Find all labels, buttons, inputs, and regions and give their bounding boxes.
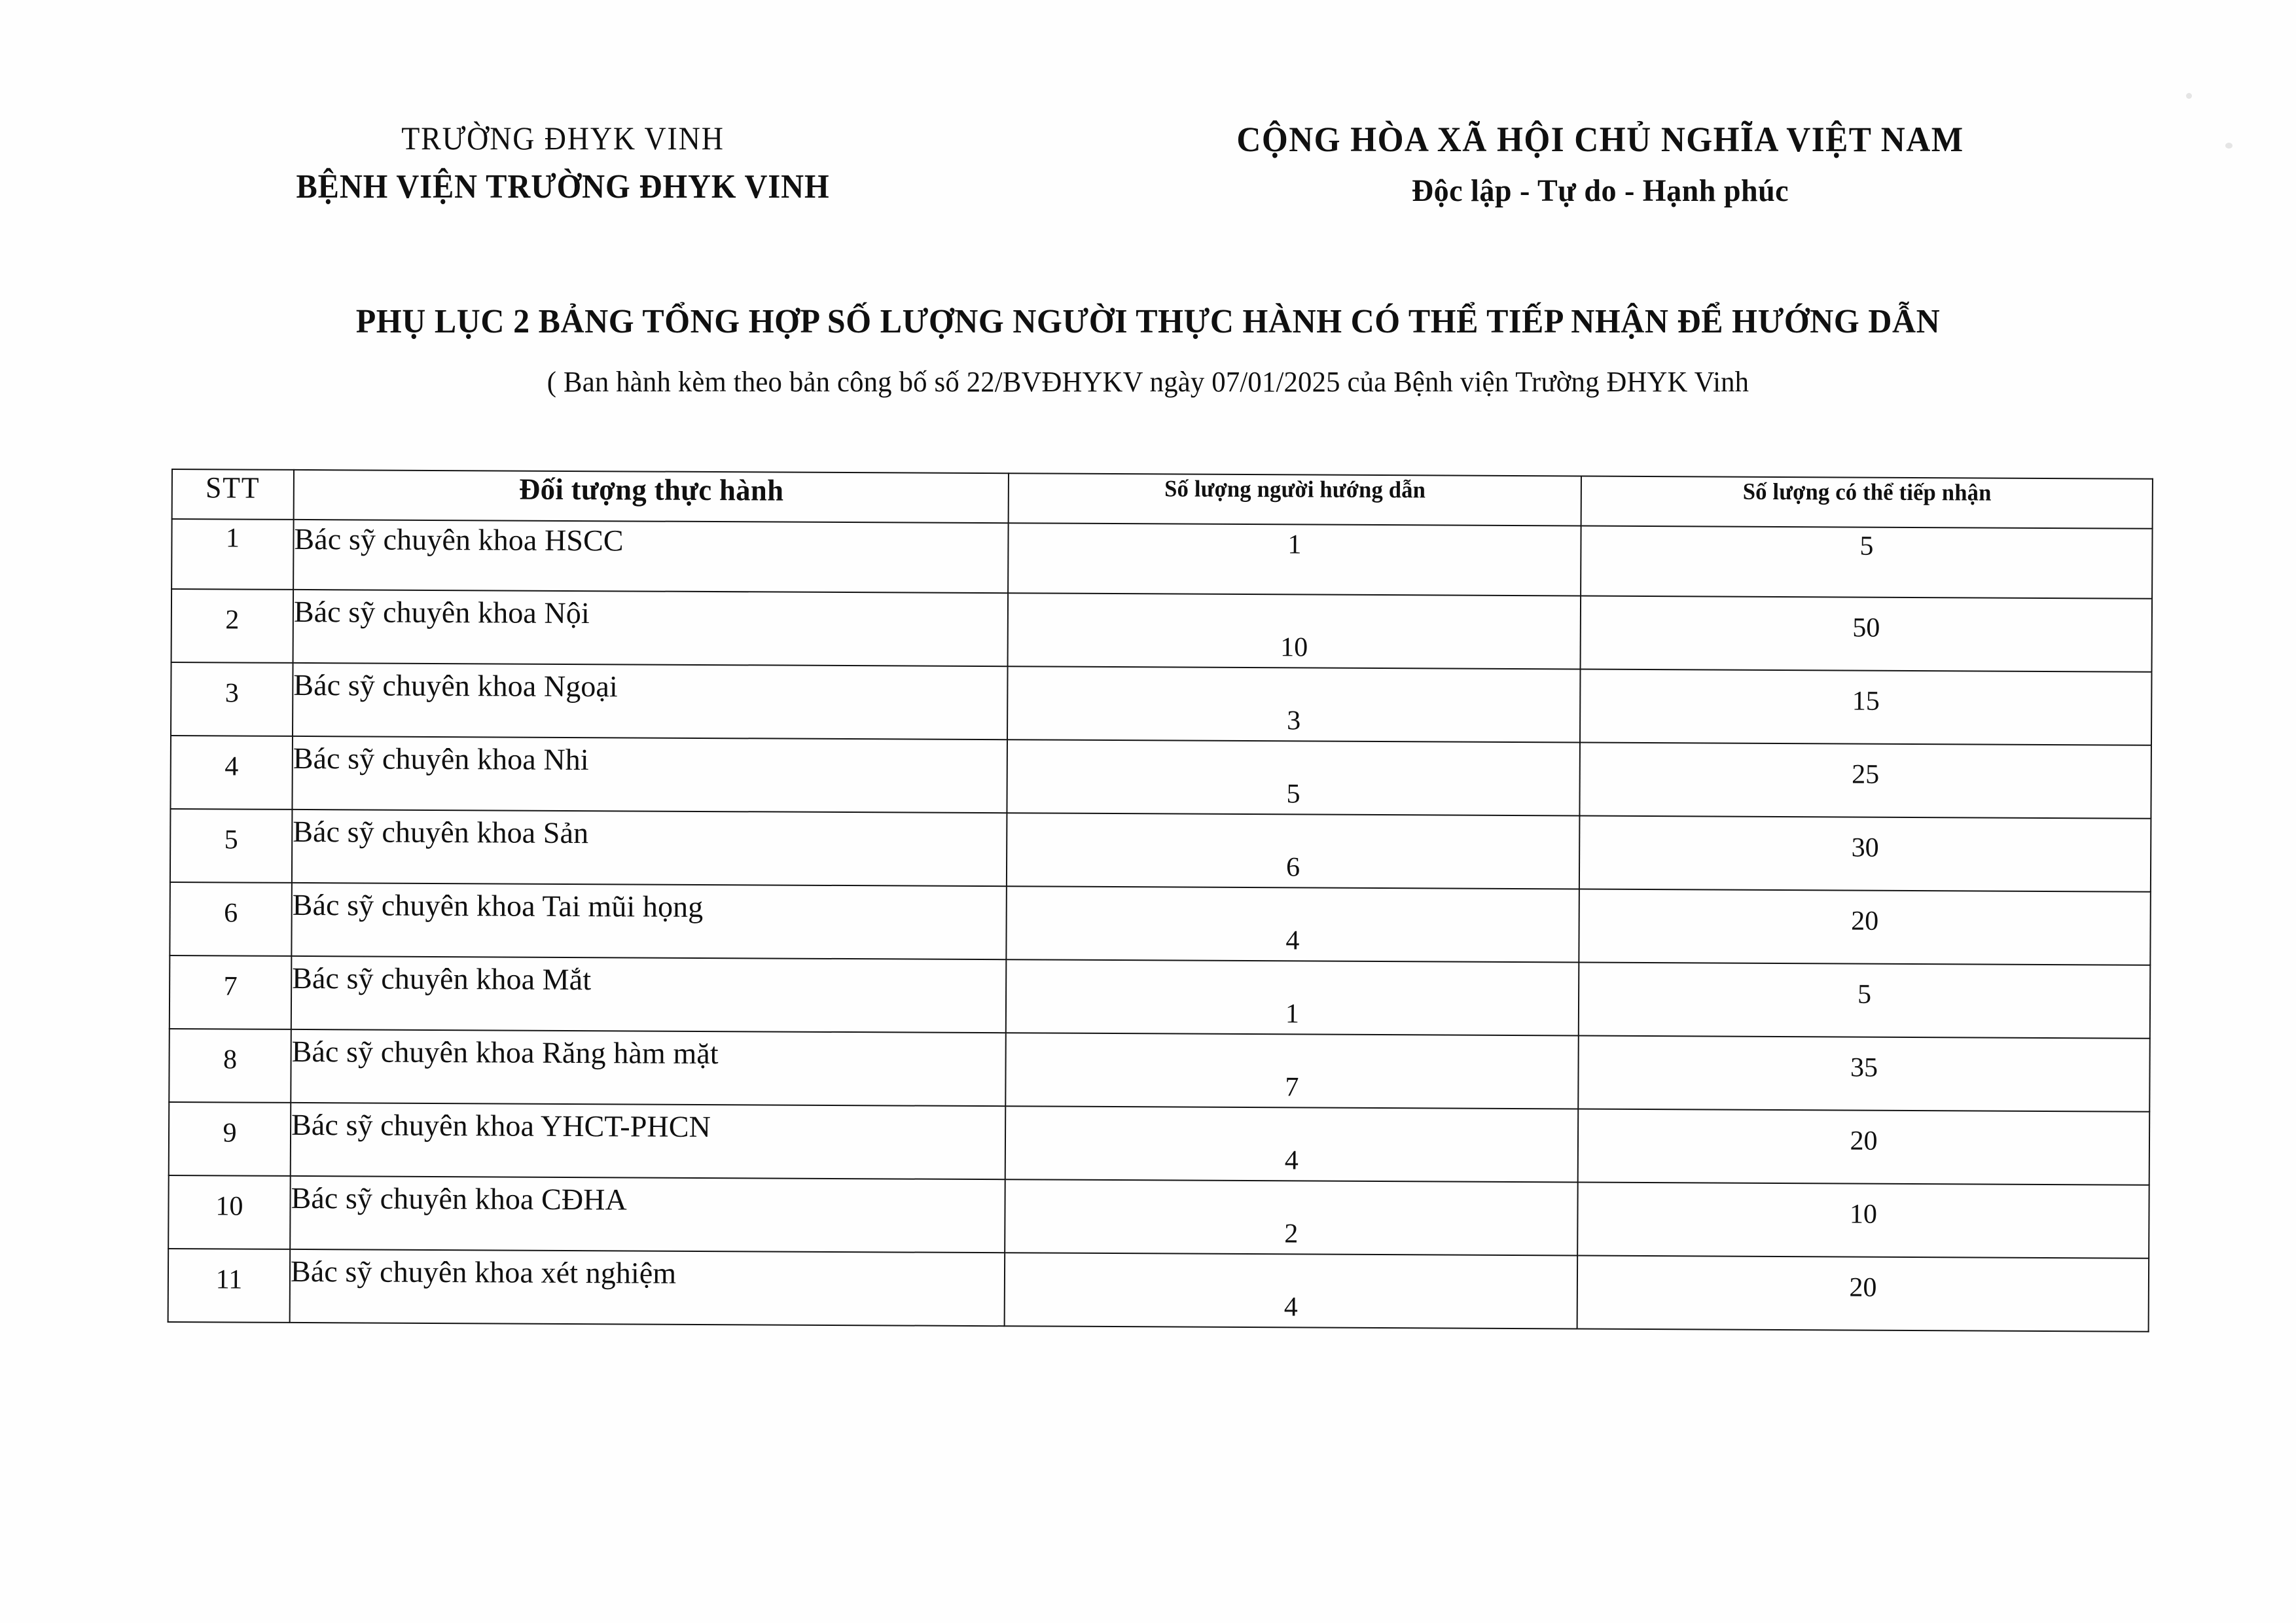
table-row — [169, 1029, 2150, 1112]
cell-subject — [290, 1176, 1005, 1253]
national-heading-block — [1008, 119, 2121, 209]
cell-stt — [168, 1249, 291, 1323]
cell-capacity-value: 5 — [1857, 979, 1872, 1010]
cell-capacity-value: 10 — [1849, 1199, 1878, 1230]
cell-stt — [170, 882, 292, 956]
cell-guides — [1006, 886, 1579, 962]
cell-capacity — [1581, 526, 2153, 599]
column-header-subject — [294, 470, 1009, 523]
cell-subject — [293, 520, 1009, 593]
cell-stt-value: 3 — [224, 678, 239, 709]
cell-guides — [1006, 959, 1579, 1035]
cell-capacity — [1579, 743, 2151, 819]
cell-guides-value: 4 — [1283, 1292, 1298, 1323]
scan-speck — [2186, 93, 2192, 99]
cell-capacity — [1577, 1183, 2149, 1258]
cell-capacity — [1578, 1036, 2150, 1112]
cell-guides — [1007, 813, 1580, 889]
column-header-capacity-label: Số lượng có thể tiếp nhận — [1742, 478, 1992, 506]
cell-capacity-value: 30 — [1851, 832, 1879, 863]
cell-subject-value: Bác sỹ chuyên khoa HSCC — [294, 522, 624, 558]
cell-stt-value: 8 — [223, 1044, 238, 1075]
table-body — [168, 519, 2153, 1332]
cell-capacity-value: 35 — [1850, 1052, 1878, 1083]
cell-subject-value: Bác sỹ chuyên khoa Sản — [293, 814, 589, 850]
column-header-subject-label: Đối tượng thực hành — [518, 472, 784, 507]
cell-stt-value: 6 — [224, 898, 238, 929]
cell-subject-value: Bác sỹ chuyên khoa CĐHA — [291, 1181, 627, 1217]
cell-guides-value: 3 — [1287, 705, 1301, 736]
cell-stt — [169, 1102, 291, 1176]
cell-stt — [171, 662, 293, 736]
organization-line-1: TRƯỜNG ĐHYK VINH — [401, 120, 725, 156]
cell-guides — [1005, 1106, 1579, 1182]
cell-capacity-value: 20 — [1851, 906, 1879, 936]
table-row — [168, 1175, 2149, 1258]
table-header-row — [172, 469, 2153, 529]
table-row — [169, 1102, 2150, 1185]
cell-capacity-value: 50 — [1852, 613, 1880, 643]
cell-guides — [1005, 1179, 1578, 1255]
cell-guides-value: 6 — [1285, 852, 1300, 883]
cell-capacity-value: 15 — [1852, 686, 1880, 717]
cell-stt-value: 9 — [223, 1118, 237, 1149]
cell-stt-value: 5 — [224, 825, 238, 855]
table-row — [171, 519, 2152, 599]
organization-block — [0, 119, 1008, 206]
column-header-capacity — [1581, 476, 2153, 529]
cell-capacity-value: 20 — [1850, 1126, 1878, 1156]
cell-subject-value: Bác sỹ chuyên khoa Mắt — [292, 961, 592, 997]
table-row — [170, 955, 2151, 1039]
cell-subject-value: Bác sỹ chuyên khoa Nhi — [293, 741, 589, 777]
cell-guides — [1007, 740, 1580, 815]
table-row — [171, 589, 2153, 672]
cell-capacity — [1577, 1256, 2149, 1332]
cell-stt-value: 11 — [215, 1264, 243, 1295]
cell-stt — [168, 1175, 291, 1249]
column-header-stt-label: STT — [206, 471, 260, 505]
cell-capacity — [1581, 596, 2153, 672]
cell-capacity-value: 25 — [1852, 759, 1880, 790]
cell-subject — [291, 1103, 1006, 1179]
cell-guides-value: 7 — [1285, 1072, 1299, 1103]
national-motto: Độc lập - Tự do - Hạnh phúc — [1411, 173, 1789, 208]
cell-guides-value: 1 — [1285, 999, 1300, 1029]
cell-guides-value: 10 — [1280, 632, 1308, 663]
cell-guides-value: 1 — [1287, 529, 1302, 560]
cell-stt — [170, 736, 293, 810]
cell-stt — [169, 1029, 291, 1103]
cell-subject — [293, 590, 1009, 666]
organization-line-2: BỆNH VIỆN TRƯỜNG ĐHYK VINH — [296, 168, 830, 205]
column-header-stt — [172, 469, 294, 520]
cell-capacity-value: 5 — [1859, 531, 1874, 562]
cell-subject-value: Bác sỹ chuyên khoa Răng hàm mặt — [291, 1034, 719, 1071]
cell-capacity — [1580, 669, 2152, 745]
cell-guides-value: 4 — [1285, 925, 1300, 956]
cell-guides — [1007, 666, 1581, 742]
cell-stt — [171, 589, 294, 663]
cell-guides — [1008, 523, 1581, 596]
table-row — [171, 662, 2152, 745]
cell-subject-value: Bác sỹ chuyên khoa YHCT-PHCN — [291, 1107, 711, 1144]
cell-subject — [292, 736, 1007, 813]
cell-stt-value: 4 — [224, 751, 239, 782]
cell-subject-value: Bác sỹ chuyên khoa Tai mũi họng — [292, 887, 704, 923]
national-title: CỘNG HÒA XÃ HỘI CHỦ NGHĨA VIỆT NAM — [1236, 120, 1964, 159]
cell-subject-value: Bác sỹ chuyên khoa xét nghiệm — [290, 1254, 677, 1290]
cell-subject — [291, 956, 1007, 1033]
cell-stt — [171, 519, 294, 590]
cell-stt-value: 2 — [225, 605, 240, 635]
cell-stt-value: 10 — [215, 1191, 243, 1222]
cell-guides-value: 2 — [1284, 1219, 1299, 1249]
summary-table-container — [168, 469, 2152, 1332]
table-row — [170, 882, 2151, 965]
cell-capacity — [1578, 1109, 2150, 1185]
cell-guides-value: 5 — [1286, 779, 1300, 810]
cell-stt-value: 7 — [223, 971, 238, 1002]
cell-subject — [291, 883, 1007, 959]
cell-subject — [293, 663, 1008, 740]
cell-guides — [1005, 1253, 1578, 1329]
table-row — [168, 1249, 2149, 1332]
table-row — [170, 736, 2151, 819]
cell-capacity — [1579, 816, 2151, 892]
document-header — [0, 119, 2296, 209]
column-header-guides-label: Số lượng người hướng dẫn — [1164, 475, 1426, 503]
cell-guides — [1005, 1033, 1579, 1109]
cell-guides-value: 4 — [1284, 1145, 1299, 1176]
table-row — [170, 809, 2151, 892]
cell-subject — [291, 1029, 1006, 1106]
cell-capacity — [1579, 963, 2151, 1039]
document-title: PHỤ LỤC 2 BẢNG TỔNG HỢP SỐ LƯỢNG NGƯỜI THỰC HÀNH CÓ THỂ TIẾP NHẬN ĐỂ HƯỚNG DẪN — [355, 303, 1941, 340]
cell-stt — [170, 809, 293, 883]
cell-capacity-value: 20 — [1849, 1272, 1877, 1303]
cell-subject — [292, 810, 1007, 886]
document-subtitle: ( Ban hành kèm theo bản công bố số 22/BVĐHYKV ngày 07/01/2025 của Bệnh viện Trường ĐHYK Vinh — [547, 366, 1749, 398]
cell-capacity — [1579, 889, 2151, 965]
cell-stt-value: 1 — [225, 523, 240, 554]
cell-subject-value: Bác sỹ chuyên khoa Nội — [293, 594, 590, 630]
cell-subject — [290, 1249, 1005, 1326]
column-header-guides — [1009, 473, 1581, 526]
summary-table — [168, 469, 2153, 1332]
cell-subject-value: Bác sỹ chuyên khoa Ngoại — [293, 668, 619, 704]
cell-stt — [170, 955, 292, 1029]
cell-guides — [1008, 593, 1581, 669]
